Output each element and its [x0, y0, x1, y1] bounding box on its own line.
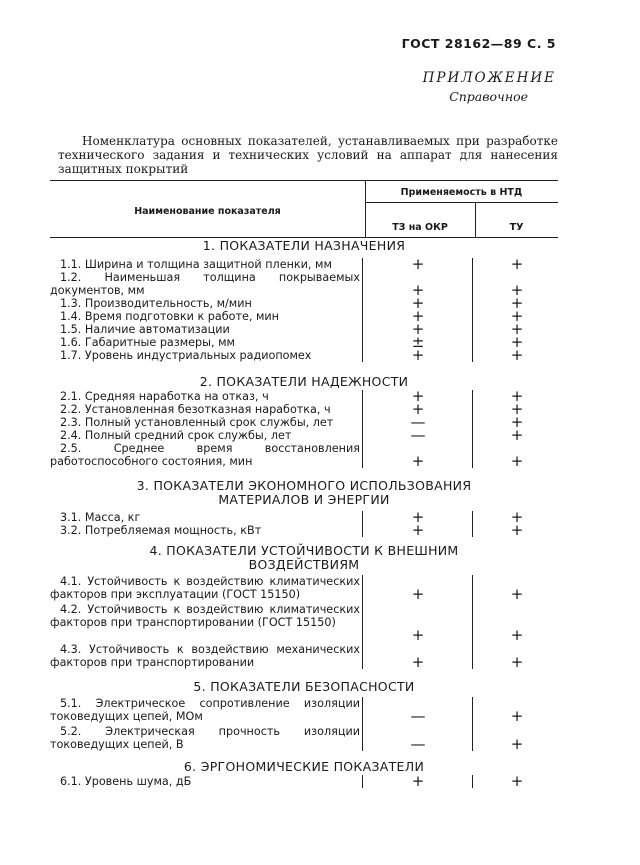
table-row [50, 725, 558, 751]
standard-header: ГОСТ 28162—89 С. 5 [401, 36, 556, 51]
indicator-name: 2.4. Полный средний срок службы, лет [60, 429, 292, 442]
table-row [50, 307, 558, 325]
indicator-name: 2.1. Средняя наработка на отказ, ч [60, 390, 269, 403]
indicator-name: 2.3. Полный установленный срок службы, лет [60, 416, 334, 429]
indicator-name: 1.6. Габаритные размеры, мм [60, 336, 235, 349]
indicator-name: 4.3. Устойчивость к воздействию механических факторов при транспортировании [50, 643, 360, 669]
applicability-tz: + [411, 307, 425, 325]
header-column-divider [475, 202, 476, 237]
applicability-tu: + [510, 626, 524, 644]
applicability-tz: + [411, 320, 425, 338]
intro-paragraph: Номенклатура основных показателей, устанавливаемых при разработке технического задания и технических условий на аппарат для нанесения защитных покрытий [58, 134, 558, 176]
applicability-tz: + [411, 255, 425, 273]
applicability-tz: + [411, 772, 425, 790]
applicability-tz: + [411, 585, 425, 603]
applicability-tu: + [510, 387, 524, 405]
applicability-tu: + [510, 707, 524, 725]
indicator-name: 1.3. Производительность, м/мин [60, 297, 252, 310]
indicator-name: 1.5. Наличие автоматизации [60, 323, 230, 336]
applicability-tu: + [510, 653, 524, 671]
indicator-name: 3.2. Потребляемая мощность, кВт [60, 524, 262, 537]
table-row [50, 333, 558, 351]
indicator-name: 5.2. Электрическая прочность изоляции токоведущих цепей, В [50, 725, 360, 751]
table-row [50, 575, 558, 601]
applicability-tz: + [411, 387, 425, 405]
indicator-name: 5.1. Электрическое сопротивление изоляции токоведущих цепей, МОм [50, 697, 360, 723]
applicability-tz: — [410, 413, 426, 431]
table-row [50, 442, 558, 468]
applicability-tz: + [411, 508, 425, 526]
section-title: 4. ПОКАЗАТЕЛИ УСТОЙЧИВОСТИ К ВНЕШНИМ ВОЗДЕЙСТВИЯМ [149, 543, 459, 572]
applicability-tu: + [510, 294, 524, 312]
applicability-tz: + [411, 653, 425, 671]
indicator-name: 4.1. Устойчивость к воздействию климатических факторов при эксплуатации (ГОСТ 15150) [50, 575, 360, 601]
applicability-tu: + [510, 735, 524, 753]
applicability-tz: ± [411, 333, 425, 351]
table-row [50, 271, 558, 297]
applicability-tz: + [411, 346, 425, 364]
table-row [50, 320, 558, 338]
applicability-tu: + [510, 585, 524, 603]
indicator-name: 2.2. Установленная безотказная наработка, ч [60, 403, 331, 416]
table-row [50, 294, 558, 312]
indicator-name: 2.5. Среднее время восстановления работоспособного состояния, мин [50, 442, 360, 468]
table-rule [365, 202, 558, 203]
indicator-name: 4.2. Устойчивость к воздействию климатических факторов при транспортировании (ГОСТ 15150) [50, 603, 360, 629]
applicability-tu: + [510, 307, 524, 325]
applicability-tu: + [510, 320, 524, 338]
applicability-tz: + [411, 521, 425, 539]
applicability-tz: + [411, 400, 425, 418]
section-title: 2. ПОКАЗАТЕЛИ НАДЕЖНОСТИ [199, 374, 409, 389]
applicability-tu: + [510, 333, 524, 351]
table-row [50, 426, 558, 444]
applicability-tz: + [411, 294, 425, 312]
indicator-name: 6.1. Уровень шума, дБ [60, 775, 192, 788]
column-header-tz: ТЗ на ОКР [392, 222, 448, 233]
table-row [50, 508, 558, 526]
appendix-title: ПРИЛОЖЕНИЕ [422, 70, 556, 86]
applicability-tu: + [510, 413, 524, 431]
applicability-tu: + [510, 346, 524, 364]
indicator-name: 1.4. Время подготовки к работе, мин [60, 310, 279, 323]
table-row [50, 643, 558, 669]
table-row [50, 387, 558, 405]
applicability-tu: + [510, 772, 524, 790]
table-row [50, 255, 558, 273]
section-title: 5. ПОКАЗАТЕЛИ БЕЗОПАСНОСТИ [193, 679, 415, 694]
section-title: 6. ЭРГОНОМИЧЕСКИЕ ПОКАЗАТЕЛИ [183, 759, 425, 774]
indicator-name: 1.7. Уровень индустриальных радиопомех [60, 349, 312, 362]
indicator-name: 3.1. Масса, кг [60, 511, 141, 524]
applicability-tu: + [510, 281, 524, 299]
column-header-applicability: Применяемость в НТД [400, 187, 523, 198]
table-row [50, 400, 558, 418]
table-row [50, 521, 558, 539]
indicator-name: 1.2. Наименьшая толщина покрываемых документов, мм [50, 271, 360, 297]
applicability-tu: + [510, 521, 524, 539]
table-row [50, 603, 558, 642]
applicability-tu: + [510, 400, 524, 418]
applicability-tz: — [410, 426, 426, 444]
applicability-tz: + [411, 281, 425, 299]
indicator-name: 1.1. Ширина и толщина защитной пленки, мм [60, 258, 332, 271]
applicability-tu: + [510, 452, 524, 470]
applicability-tz: — [410, 735, 426, 753]
applicability-tz: + [411, 626, 425, 644]
column-header-name: Наименование показателя [134, 206, 281, 217]
applicability-tz: — [410, 707, 426, 725]
table-row [50, 697, 558, 723]
column-header-tu: ТУ [509, 222, 524, 233]
table-rule [50, 180, 558, 181]
applicability-tz: + [411, 452, 425, 470]
applicability-tu: + [510, 426, 524, 444]
applicability-tu: + [510, 508, 524, 526]
section-title: 1. ПОКАЗАТЕЛИ НАЗНАЧЕНИЯ [202, 238, 406, 253]
section-title: 3. ПОКАЗАТЕЛИ ЭКОНОМНОГО ИСПОЛЬЗОВАНИЯ МАТЕРИАЛОВ И ЭНЕРГИИ [136, 478, 472, 507]
appendix-subtitle: Справочное [449, 89, 528, 104]
applicability-tu: + [510, 255, 524, 273]
table-row [50, 346, 558, 364]
table-row [50, 413, 558, 431]
header-column-divider [365, 180, 366, 237]
table-row [50, 772, 558, 790]
